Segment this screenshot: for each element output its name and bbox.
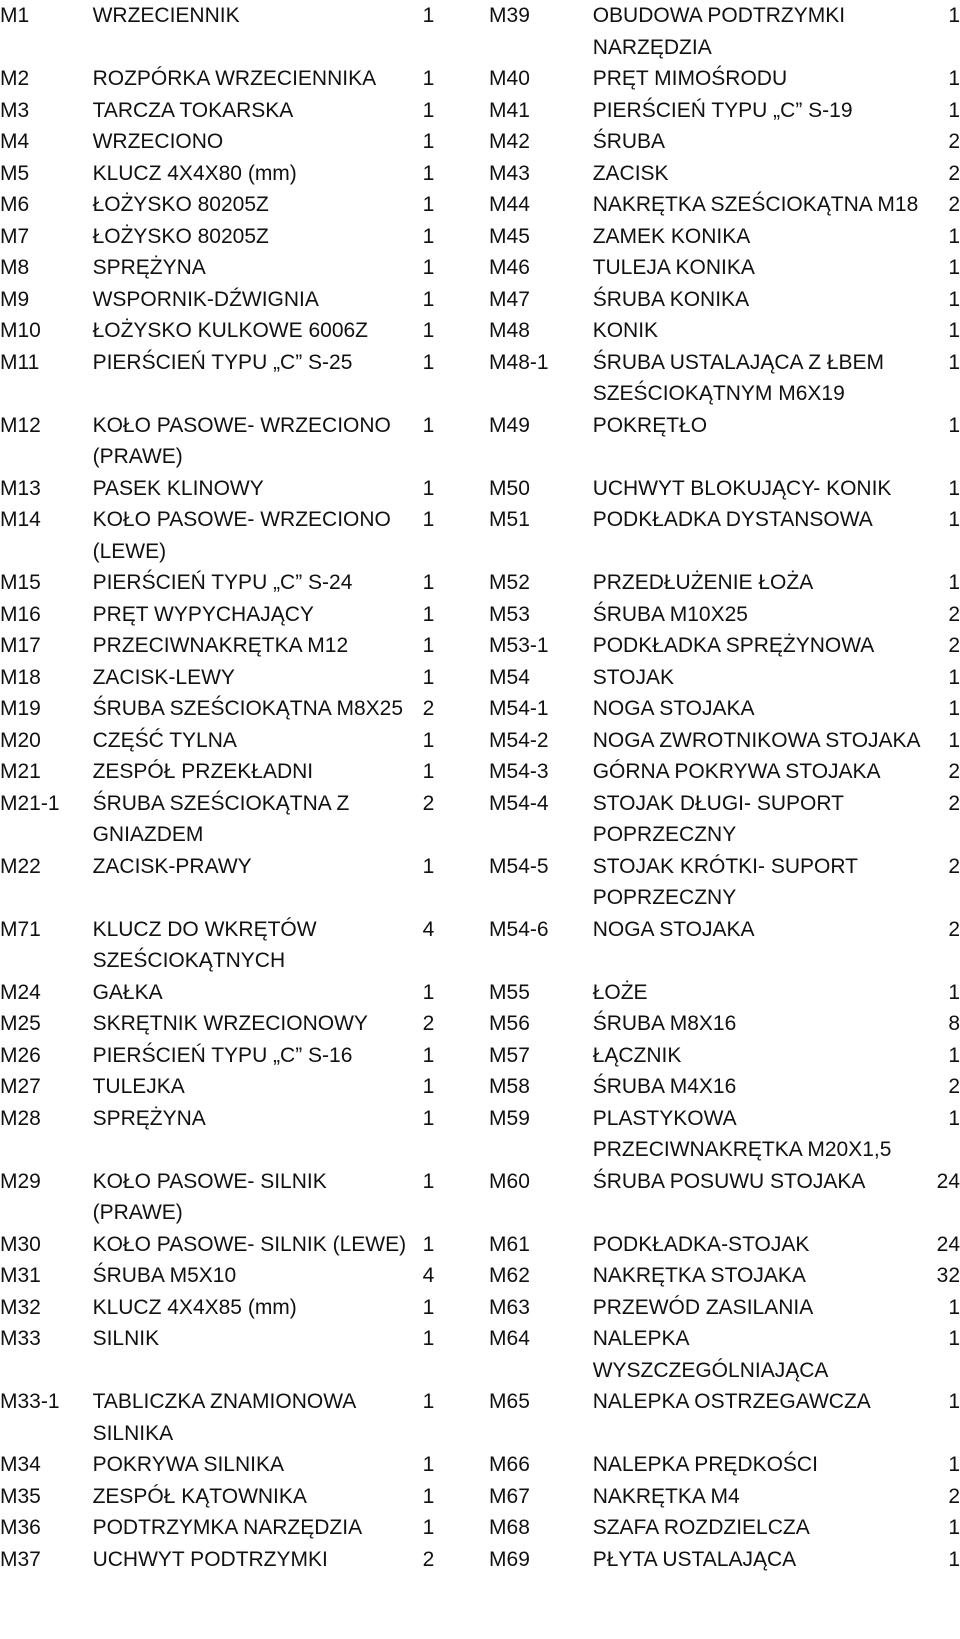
part-code-left: M5 [0,161,30,185]
part-qty-right: 24 [936,1232,960,1256]
table-row [0,1544,960,1576]
part-qty-right: 1 [948,665,960,689]
part-name-left: SKRĘTNIK WRZECIONOWY [92,1012,368,1035]
table-row [0,1260,960,1292]
part-name-left: ZESPÓŁ PRZEKŁADNI [92,760,314,783]
part-code-left: M11 [0,350,40,374]
part-code-right: M53 [489,602,530,626]
table-row [0,1103,960,1166]
part-qty-left: 1 [422,1516,435,1539]
part-name-right: PODKŁADKA-STOJAK [592,1232,810,1256]
part-code-left: M7 [0,224,30,248]
part-qty-left: 1 [422,728,435,752]
table-row [0,756,960,788]
part-name-left: PODTRZYMKA NARZĘDZIA [92,1516,363,1539]
part-code-right: M69 [489,1547,530,1571]
part-qty-right: 2 [948,634,960,657]
part-name-right: NALEPKA WYSZCZEGÓLNIAJĄCA [592,1327,829,1382]
part-code-left: M30 [0,1232,41,1256]
part-code-left: M17 [0,634,41,657]
part-qty-left: 1 [422,67,435,90]
part-code-left: M9 [0,287,30,311]
part-name-left: WRZECIONO [92,130,224,153]
part-qty-left: 1 [422,1106,435,1130]
table-row [0,1292,960,1324]
part-qty-right: 2 [948,1484,960,1508]
part-qty-right: 1 [948,413,960,437]
part-qty-right: 1 [948,1106,960,1130]
part-qty-right: 1 [948,1547,960,1571]
part-qty-left: 1 [422,413,435,437]
part-qty-right: 1 [948,319,960,342]
part-name-left: SPRĘŻYNA [92,256,206,279]
part-qty-left: 1 [422,1390,435,1413]
table-row [0,725,960,757]
part-code-right: M54 [489,665,530,689]
part-qty-left: 2 [422,697,435,720]
part-qty-right: 1 [948,256,960,279]
table-row [0,0,960,63]
part-name-right: PLASTYKOWA PRZECIWNAKRĘTKA M20X1,5 [592,1106,892,1161]
part-code-right: M55 [489,980,530,1004]
table-row [0,1040,960,1072]
part-code-right: M42 [489,130,530,153]
part-qty-left: 2 [422,1547,435,1571]
table-row [0,410,960,473]
part-qty-left: 1 [422,760,435,783]
part-code-left: M34 [0,1453,41,1476]
part-qty-left: 1 [422,571,435,594]
part-name-right: NAKRĘTKA M4 [592,1484,740,1508]
part-code-left: M14 [0,508,41,531]
table-row [0,347,960,410]
part-code-right: M57 [489,1043,530,1067]
part-name-right: NALEPKA PRĘDKOŚCI [592,1453,818,1476]
part-name-left: CZĘŚĆ TYLNA [92,728,237,752]
part-qty-right: 32 [936,1264,960,1287]
part-code-right: M39 [489,4,530,27]
part-qty-right: 1 [948,1043,960,1067]
part-name-left: TABLICZKA ZNAMIONOWA SILNIKA [92,1390,356,1445]
part-qty-right: 1 [948,1390,960,1413]
part-name-right: STOJAK DŁUGI- SUPORT POPRZECZNY [592,791,844,846]
part-qty-right: 1 [948,1295,960,1319]
part-name-left: KOŁO PASOWE- WRZECIONO (LEWE) [92,508,391,563]
table-row [0,1071,960,1103]
part-qty-right: 2 [948,602,960,626]
part-name-left: ŚRUBA SZEŚCIOKĄTNA Z GNIAZDEM [92,791,350,846]
table-row [0,504,960,567]
part-qty-right: 1 [948,4,960,27]
part-name-right: NAKRĘTKA STOJAKA [592,1264,806,1287]
part-qty-left: 1 [422,665,435,689]
part-qty-right: 1 [948,980,960,1004]
part-name-left: PIERŚCIEŃ TYPU „C” S-16 [92,1043,353,1067]
part-qty-right: 1 [948,67,960,90]
part-code-right: M48 [489,319,530,342]
part-qty-left: 1 [422,319,435,342]
part-name-right: SZAFA ROZDZIELCZA [592,1516,810,1539]
part-qty-right: 1 [948,287,960,311]
part-code-right: M62 [489,1264,530,1287]
part-code-right: M61 [489,1232,530,1256]
part-qty-left: 1 [422,1043,435,1067]
part-code-right: M67 [489,1484,530,1508]
part-qty-right: 1 [948,697,960,720]
table-row [0,1449,960,1481]
part-name-left: ROZPÓRKA WRZECIENNIKA [92,67,377,90]
part-name-right: ZAMEK KONIKA [592,224,751,248]
part-code-left: M12 [0,413,41,437]
part-code-left: M33-1 [0,1390,60,1413]
part-name-left: TULEJKA [92,1075,185,1098]
part-code-left: M4 [0,130,30,153]
part-qty-right: 2 [948,161,960,185]
part-name-right: NOGA STOJAKA [592,697,755,720]
part-name-right: ŁĄCZNIK [592,1043,682,1067]
part-code-left: M16 [0,602,41,626]
part-qty-left: 1 [422,4,435,27]
part-name-right: PODKŁADKA DYSTANSOWA [592,508,873,531]
part-name-left: GAŁKA [92,980,163,1004]
part-qty-right: 2 [948,130,960,153]
part-qty-right: 2 [948,854,960,878]
part-qty-left: 1 [422,193,435,216]
part-name-left: PIERŚCIEŃ TYPU „C” S-25 [92,350,353,374]
part-qty-left: 4 [422,917,435,941]
part-qty-left: 1 [422,1295,435,1319]
part-qty-right: 1 [948,508,960,531]
part-code-left: M15 [0,571,41,594]
part-name-left: KLUCZ 4X4X85 (mm) [92,1295,297,1319]
part-code-left: M22 [0,854,41,878]
part-name-left: ZACISK-PRAWY [92,854,252,878]
part-code-left: M13 [0,476,41,500]
part-code-left: M36 [0,1516,41,1539]
part-name-left: SPRĘŻYNA [92,1106,206,1130]
part-qty-left: 1 [422,854,435,878]
part-qty-right: 1 [948,224,960,248]
table-row [0,851,960,914]
table-row [0,977,960,1009]
part-code-right: M60 [489,1169,530,1193]
part-name-right: ŚRUBA M10X25 [592,602,748,626]
part-code-left: M18 [0,665,41,689]
part-code-left: M31 [0,1264,41,1287]
part-name-right: NAKRĘTKA SZEŚCIOKĄTNA M18 [592,193,919,216]
part-code-left: M19 [0,697,41,720]
table-row [0,95,960,127]
part-qty-left: 1 [422,980,435,1004]
part-code-left: M28 [0,1106,41,1130]
part-code-left: M6 [0,193,30,216]
part-name-left: POKRYWA SILNIKA [92,1453,284,1476]
part-qty-left: 1 [422,1484,435,1508]
part-code-right: M54-6 [489,917,549,941]
part-qty-left: 1 [422,1327,435,1350]
part-code-right: M53-1 [489,634,549,657]
part-qty-left: 1 [422,602,435,626]
part-code-right: M63 [489,1295,530,1319]
part-name-right: POKRĘTŁO [592,413,708,437]
part-code-right: M64 [489,1327,530,1350]
table-row [0,63,960,95]
part-qty-right: 2 [948,193,960,216]
part-code-right: M54-5 [489,854,549,878]
part-code-left: M1 [0,4,30,27]
part-code-left: M25 [0,1012,41,1035]
part-code-right: M54-2 [489,728,549,752]
part-code-right: M43 [489,161,530,185]
table-row [0,252,960,284]
part-code-left: M2 [0,67,30,90]
part-qty-right: 8 [948,1012,960,1035]
part-name-right: PRĘT MIMOŚRODU [592,67,788,90]
table-row [0,1008,960,1040]
part-name-left: WRZECIENNIK [92,4,240,27]
part-code-right: M59 [489,1106,530,1130]
part-code-right: M51 [489,508,530,531]
part-qty-left: 1 [422,634,435,657]
part-name-left: KOŁO PASOWE- WRZECIONO (PRAWE) [92,413,391,468]
part-name-left: ŁOŻYSKO 80205Z [92,224,269,248]
part-name-right: PRZEWÓD ZASILANIA [592,1295,814,1319]
part-code-left: M71 [0,917,41,941]
table-row [0,1512,960,1544]
part-code-right: M56 [489,1012,530,1035]
part-code-left: M32 [0,1295,41,1319]
part-name-right: PIERŚCIEŃ TYPU „C” S-19 [592,98,853,122]
part-qty-left: 1 [422,350,435,374]
part-name-right: KONIK [592,319,659,342]
part-qty-left: 1 [422,1169,435,1193]
part-qty-right: 24 [936,1169,960,1193]
table-row [0,189,960,221]
part-name-left: UCHWYT PODTRZYMKI [92,1547,328,1571]
part-code-left: M3 [0,98,30,122]
part-qty-left: 1 [422,1232,435,1256]
part-name-left: TARCZA TOKARSKA [92,98,294,122]
part-name-right: NOGA ZWROTNIKOWA STOJAKA [592,728,921,752]
part-qty-left: 1 [422,224,435,248]
part-qty-right: 2 [948,791,960,815]
part-qty-left: 4 [422,1264,435,1287]
part-code-right: M48-1 [489,350,549,374]
part-name-left: PRZECIWNAKRĘTKA M12 [92,634,349,657]
part-name-left: KOŁO PASOWE- SILNIK (LEWE) [92,1232,407,1256]
part-code-right: M40 [489,67,530,90]
part-qty-left: 2 [422,791,435,815]
part-qty-left: 1 [422,508,435,531]
part-name-left: WSPORNIK-DŹWIGNIA [92,287,319,311]
part-qty-right: 1 [948,1327,960,1350]
table-row [0,693,960,725]
part-qty-left: 1 [422,98,435,122]
part-name-left: ŁOŻYSKO KULKOWE 6006Z [92,319,369,342]
part-code-left: M21 [0,760,41,783]
part-name-right: NOGA STOJAKA [592,917,755,941]
table-row [0,221,960,253]
table-row [0,473,960,505]
part-qty-right: 2 [948,917,960,941]
part-name-right: UCHWYT BLOKUJĄCY- KONIK [592,476,892,500]
table-row [0,126,960,158]
part-name-right: ŚRUBA POSUWU STOJAKA [592,1169,866,1193]
table-row [0,1166,960,1229]
part-name-right: PŁYTA USTALAJĄCA [592,1547,797,1571]
table-row [0,630,960,662]
part-code-right: M49 [489,413,530,437]
part-name-left: KLUCZ 4X4X80 (mm) [92,161,297,185]
part-qty-left: 1 [422,1453,435,1476]
part-name-right: ŚRUBA M4X16 [592,1075,737,1098]
part-name-right: ZACISK [592,161,669,185]
part-code-left: M33 [0,1327,41,1350]
part-code-right: M50 [489,476,530,500]
part-name-left: PASEK KLINOWY [92,476,264,500]
table-row [0,662,960,694]
part-qty-right: 2 [948,1075,960,1098]
part-name-right: PRZEDŁUŻENIE ŁOŻA [592,571,814,594]
part-qty-right: 2 [948,760,960,783]
part-qty-left: 1 [422,161,435,185]
part-name-left: SILNIK [92,1327,160,1350]
part-code-right: M47 [489,287,530,311]
part-code-right: M46 [489,256,530,279]
part-name-right: ŚRUBA [592,130,666,153]
part-name-right: ŚRUBA USTALAJĄCA Z ŁBEM SZEŚCIOKĄTNYM M6X19 [592,350,885,405]
part-name-right: ŚRUBA KONIKA [592,287,750,311]
part-code-right: M66 [489,1453,530,1476]
part-code-left: M37 [0,1547,41,1571]
part-name-left: ŚRUBA SZEŚCIOKĄTNA M8X25 [92,697,404,720]
part-code-right: M45 [489,224,530,248]
table-row [0,1229,960,1261]
part-code-right: M58 [489,1075,530,1098]
part-qty-right: 1 [948,98,960,122]
part-name-right: GÓRNA POKRYWA STOJAKA [592,760,881,783]
part-code-right: M65 [489,1390,530,1413]
part-name-right: NALEPKA OSTRZEGAWCZA [592,1390,871,1413]
part-name-left: PIERŚCIEŃ TYPU „C” S-24 [92,571,353,594]
part-qty-left: 1 [422,256,435,279]
part-qty-left: 1 [422,287,435,311]
part-code-right: M54-3 [489,760,549,783]
part-code-left: M35 [0,1484,41,1508]
part-code-left: M8 [0,256,30,279]
part-code-left: M24 [0,980,41,1004]
part-qty-right: 1 [948,1516,960,1539]
part-code-left: M20 [0,728,41,752]
table-row [0,158,960,190]
part-qty-left: 1 [422,130,435,153]
part-name-left: PRĘT WYPYCHAJĄCY [92,602,314,626]
table-row [0,284,960,316]
table-row [0,315,960,347]
part-code-right: M68 [489,1516,530,1539]
part-code-right: M54-1 [489,697,549,720]
part-name-right: TULEJA KONIKA [592,256,755,279]
part-code-left: M26 [0,1043,41,1067]
table-row [0,599,960,631]
table-row [0,1481,960,1513]
part-qty-right: 1 [948,476,960,500]
part-name-right: OBUDOWA PODTRZYMKI NARZĘDZIA [592,4,846,59]
part-code-right: M52 [489,571,530,594]
part-code-left: M21-1 [0,791,60,815]
part-qty-left: 2 [422,1012,435,1035]
part-name-left: ZESPÓŁ KĄTOWNIKA [92,1484,307,1508]
table-row [0,788,960,851]
part-name-right: ŁOŻE [592,980,648,1004]
part-code-left: M10 [0,319,41,342]
part-qty-right: 1 [948,350,960,374]
part-name-right: STOJAK KRÓTKI- SUPORT POPRZECZNY [592,854,858,909]
part-qty-left: 1 [422,1075,435,1098]
part-name-right: ŚRUBA M8X16 [592,1012,737,1035]
part-code-right: M41 [489,98,530,122]
part-name-left: ŁOŻYSKO 80205Z [92,193,269,216]
part-name-left: KLUCZ DO WKRĘTÓW SZEŚCIOKĄTNYCH [92,917,317,972]
part-qty-right: 1 [948,571,960,594]
part-qty-left: 1 [422,476,435,500]
part-qty-right: 1 [948,1453,960,1476]
part-qty-right: 1 [948,728,960,752]
part-code-left: M29 [0,1169,41,1193]
table-row [0,567,960,599]
part-name-right: STOJAK [592,665,674,689]
table-row [0,1386,960,1449]
table-row [0,1323,960,1386]
part-name-left: ŚRUBA M5X10 [92,1264,237,1287]
part-name-left: KOŁO PASOWE- SILNIK (PRAWE) [92,1169,327,1224]
part-code-right: M54-4 [489,791,549,815]
part-name-right: PODKŁADKA SPRĘŻYNOWA [592,634,875,657]
table-row [0,914,960,977]
part-code-left: M27 [0,1075,41,1098]
part-name-left: ZACISK-LEWY [92,665,235,689]
part-code-right: M44 [489,193,530,216]
